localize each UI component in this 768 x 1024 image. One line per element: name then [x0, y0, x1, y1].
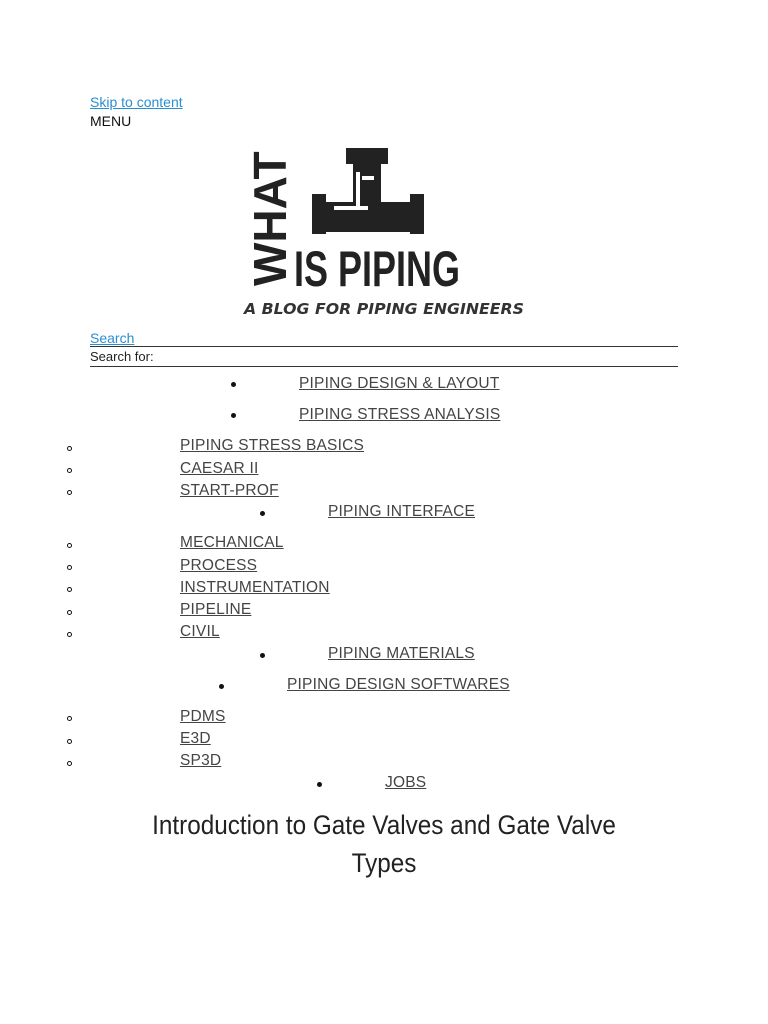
- search-bottom-divider: [90, 366, 678, 367]
- list-bullet: [260, 653, 265, 658]
- list-bullet: [67, 543, 72, 548]
- list-bullet: [67, 761, 72, 766]
- nav-pdms[interactable]: PDMS: [180, 708, 226, 725]
- search-field-label: Search for:: [90, 349, 154, 364]
- list-bullet: [67, 610, 72, 615]
- page-title-line-1: Introduction to Gate Valves and Gate Valve: [152, 810, 616, 840]
- nav-piping-materials[interactable]: PIPING MATERIALS: [328, 645, 475, 662]
- logo-is-piping-text: IS PIPING: [294, 241, 460, 297]
- nav-mechanical[interactable]: MECHANICAL: [180, 534, 284, 551]
- list-bullet: [67, 587, 72, 592]
- nav-pipeline[interactable]: PIPELINE: [180, 601, 252, 618]
- nav-start-prof[interactable]: START-PROF: [180, 482, 279, 499]
- nav-piping-stress-basics[interactable]: PIPING STRESS BASICS: [180, 437, 365, 454]
- piping-tee-logo-icon: [242, 146, 532, 322]
- nav-caesar-ii[interactable]: CAESAR II: [180, 460, 259, 477]
- list-bullet: [67, 739, 72, 744]
- nav-civil[interactable]: CIVIL: [180, 623, 220, 640]
- search-link[interactable]: Search: [90, 330, 135, 346]
- list-bullet: [317, 782, 322, 787]
- nav-instrumentation[interactable]: INSTRUMENTATION: [180, 579, 330, 596]
- search-top-divider: [90, 346, 678, 347]
- nav-piping-design-layout[interactable]: PIPING DESIGN & LAYOUT: [299, 375, 500, 392]
- list-bullet: [67, 565, 72, 570]
- nav-piping-design-softwares[interactable]: PIPING DESIGN SOFTWARES: [287, 676, 510, 693]
- nav-e3d[interactable]: E3D: [180, 730, 211, 747]
- list-bullet: [219, 684, 224, 689]
- list-bullet: [67, 446, 72, 451]
- nav-process[interactable]: PROCESS: [180, 557, 258, 574]
- nav-piping-interface[interactable]: PIPING INTERFACE: [328, 503, 476, 520]
- nav-piping-stress-analysis[interactable]: PIPING STRESS ANALYSIS: [299, 406, 501, 423]
- menu-toggle[interactable]: MENU: [90, 113, 132, 129]
- site-logo[interactable]: [242, 146, 532, 322]
- nav-sp3d[interactable]: SP3D: [180, 752, 222, 769]
- list-bullet: [260, 511, 265, 516]
- page-title: [114, 806, 654, 882]
- list-bullet: [231, 382, 236, 387]
- list-bullet: [231, 413, 236, 418]
- logo-tagline-text: A BLOG FOR PIPING ENGINEERS: [242, 300, 525, 318]
- page-title-line-2: Types: [351, 848, 417, 878]
- list-bullet: [67, 490, 72, 495]
- list-bullet: [67, 716, 72, 721]
- list-bullet: [67, 468, 72, 473]
- logo-what-text: WHAT: [244, 151, 296, 286]
- skip-to-content-link[interactable]: Skip to content: [90, 94, 183, 110]
- list-bullet: [67, 632, 72, 637]
- nav-jobs[interactable]: JOBS: [385, 774, 427, 791]
